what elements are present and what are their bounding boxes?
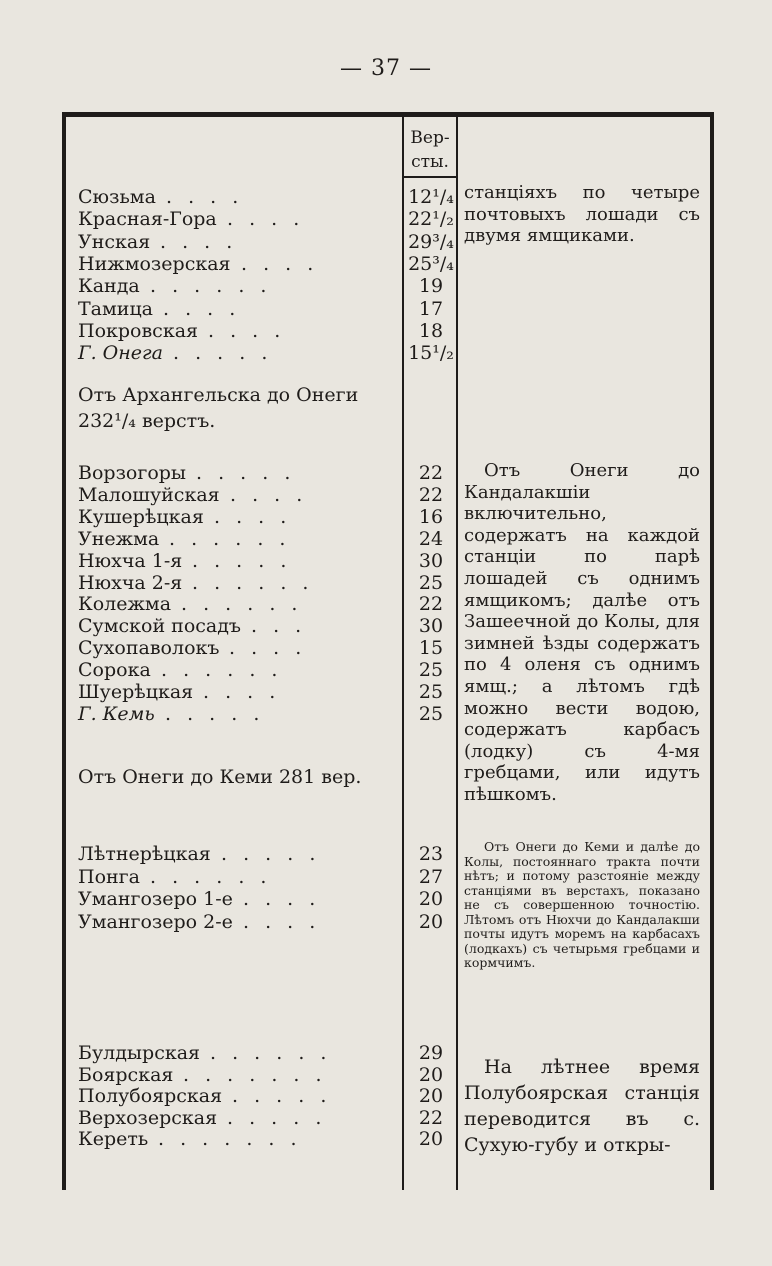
header-rule <box>404 176 458 178</box>
versts-value: 20 <box>418 1085 444 1108</box>
versts-header-line1: Вер- <box>410 128 450 148</box>
station-name: Умангозеро 1-е <box>78 888 233 911</box>
station-row <box>78 1064 458 1086</box>
station-name: Нюхча 1-я <box>78 549 183 572</box>
note-summer-station: На лѣтнее время Полубоярская станцiя переводится въ с. Сухую-губу и откры- <box>464 1056 700 1156</box>
versts-value: 20 <box>418 911 444 934</box>
station-row <box>78 911 458 933</box>
note-no-permanent-tract: Отъ Онеги до Кеми и далѣе до Колы, постояннаго тракта почти нѣтъ; и потому разстоянiе между станцiями въ верстахъ, показано не съ совершенною точностiю. Лѣтомъ отъ Нюхчи до Кандалакши почты идутъ моремъ на карбасахъ (лодкахъ) съ четырьмя гребцами и кормчимъ. <box>464 839 700 970</box>
versts-value: 22 <box>418 483 444 506</box>
versts-value: 24 <box>418 527 444 550</box>
station-name: Ворзогоры <box>78 462 187 484</box>
leader-dots: . . . . <box>203 681 281 703</box>
leader-dots: . . . . <box>230 483 308 506</box>
station-row <box>78 186 458 208</box>
station-name: Покровская <box>78 319 199 342</box>
summary-onega-kem: Отъ Онеги до Кеми 281 вер. <box>78 766 362 788</box>
versts-value: 30 <box>418 549 444 572</box>
versts-value: 15¹/₂ <box>408 342 454 365</box>
station-name: Сухопаволокъ <box>78 637 220 660</box>
summary-line: 232¹/₄ верстъ. <box>78 410 216 432</box>
station-name: Лѣтнерѣцкая <box>78 843 211 865</box>
station-name: Умангозеро 2-е <box>78 911 233 934</box>
leader-dots: . . . . . . <box>150 275 272 298</box>
station-row <box>78 231 458 253</box>
station-name: Г. Кемь <box>78 702 155 725</box>
leader-dots: . . . . <box>241 252 319 275</box>
leader-dots: . . . . . <box>227 1106 327 1129</box>
versts-value: 25 <box>418 702 444 725</box>
station-row <box>78 615 458 637</box>
leader-dots: . . . . . . <box>161 659 283 682</box>
station-row <box>78 320 458 342</box>
versts-value: 25 <box>418 571 444 594</box>
versts-value: 25 <box>418 681 444 703</box>
leader-dots: . . . . . <box>165 702 265 725</box>
note-four-horses: станцiяхъ по четыре почтовыхъ лошади съ двумя ямщиками. <box>464 182 700 247</box>
versts-value: 22 <box>418 462 444 484</box>
leader-dots: . . . . . . <box>210 1042 332 1064</box>
versts-value: 22 <box>418 593 444 616</box>
leader-dots: . . . . <box>243 911 321 934</box>
leader-dots: . . . . . . . <box>158 1128 302 1151</box>
station-name: Нижмозерская <box>78 252 231 275</box>
versts-value: 20 <box>418 888 444 911</box>
leader-dots: . . . . . <box>196 462 296 484</box>
leader-dots: . . . <box>251 615 307 638</box>
versts-value: 19 <box>418 275 444 298</box>
station-row <box>78 637 458 659</box>
note-onega-kandalaksha: Отъ Онеги до Кандалакшiи включительно, содержатъ на каждой станцiи по парѣ лошадей съ однимъ ямщикомъ; далѣе отъ Зашеечной до Колы, для зимней ѣзды содержатъ по 4 оленя съ однимъ ямщ.; а лѣтомъ гдѣ можно вести водою, содержатъ карбасъ (лодку) съ 4-мя гребцами, или идутъ пѣшкомъ. <box>464 460 700 805</box>
versts-value: 25 <box>418 659 444 682</box>
versts-value: 29 <box>418 1042 444 1064</box>
versts-value: 20 <box>418 1128 444 1151</box>
leader-dots: . . . . . <box>232 1085 332 1108</box>
station-name: Верхозерская <box>78 1106 218 1129</box>
leader-dots: . . . . . . <box>169 527 291 550</box>
leader-dots: . . . . <box>163 297 241 320</box>
station-name: Кереть <box>78 1128 149 1151</box>
station-name: Сюзьма <box>78 186 156 208</box>
station-row <box>78 572 458 594</box>
versts-value: 23 <box>418 843 444 865</box>
versts-column-header <box>404 126 456 174</box>
station-name: Булдырская <box>78 1042 201 1064</box>
leader-dots: . . . . <box>227 208 305 231</box>
station-name: Шуерѣцкая <box>78 681 194 703</box>
station-row <box>78 681 458 703</box>
leader-dots: . . . . . . <box>192 571 314 594</box>
versts-value: 20 <box>418 1063 444 1086</box>
leader-dots: . . . . <box>229 637 307 660</box>
station-name: Нюхча 2-я <box>78 571 183 594</box>
versts-value: 30 <box>418 615 444 638</box>
station-row <box>78 1042 458 1064</box>
station-row <box>78 659 458 681</box>
station-row <box>78 253 458 275</box>
station-name: Понга <box>78 865 140 888</box>
versts-value: 25³/₄ <box>408 252 454 275</box>
leader-dots: . . . . <box>160 230 238 253</box>
station-name: Канда <box>78 275 140 298</box>
station-row <box>78 506 458 528</box>
station-row <box>78 593 458 615</box>
station-name: Сорока <box>78 659 151 682</box>
station-row <box>78 462 458 484</box>
station-name: Унежма <box>78 527 160 550</box>
versts-value: 17 <box>418 297 444 320</box>
station-row <box>78 275 458 297</box>
leader-dots: . . . . . . . <box>183 1063 327 1086</box>
station-name: Сумской посадъ <box>78 615 242 638</box>
leader-dots: . . . . . <box>173 342 273 365</box>
station-row <box>78 342 458 364</box>
page-number: — 37 — <box>340 56 432 81</box>
leader-dots: . . . . <box>214 505 292 528</box>
station-row <box>78 1128 458 1150</box>
versts-value: 15 <box>418 637 444 660</box>
versts-value: 22¹/₂ <box>408 208 454 231</box>
station-row <box>78 1085 458 1107</box>
station-row <box>78 888 458 910</box>
station-row <box>78 703 458 725</box>
leader-dots: . . . . . <box>221 843 321 865</box>
leader-dots: . . . . <box>166 186 244 208</box>
leader-dots: . . . . . <box>192 549 292 572</box>
station-row <box>78 843 458 865</box>
station-name: Красная-Гора <box>78 208 217 231</box>
station-name: Кушерѣцкая <box>78 505 204 528</box>
station-name: Полубоярская <box>78 1085 223 1108</box>
station-row <box>78 208 458 230</box>
station-name: Боярская <box>78 1063 174 1086</box>
station-row <box>78 866 458 888</box>
station-name: Малошуйская <box>78 483 220 506</box>
versts-value: 27 <box>418 865 444 888</box>
station-row <box>78 1107 458 1129</box>
station-name: Г. Онега <box>78 342 163 365</box>
leader-dots: . . . . <box>208 319 286 342</box>
station-name: Колежма <box>78 593 172 616</box>
versts-value: 22 <box>418 1106 444 1129</box>
station-name: Унская <box>78 230 151 253</box>
versts-header-line2: сты. <box>411 152 449 172</box>
leader-dots: . . . . . . <box>181 593 303 616</box>
leader-dots: . . . . <box>243 888 321 911</box>
summary-line: Отъ Архангельска до Онеги <box>78 384 359 406</box>
station-row <box>78 484 458 506</box>
versts-value: 16 <box>418 505 444 528</box>
station-row <box>78 528 458 550</box>
versts-value: 18 <box>418 319 444 342</box>
station-name: Тамица <box>78 297 153 320</box>
leader-dots: . . . . . . <box>150 865 272 888</box>
versts-value: 12¹/₄ <box>408 186 454 208</box>
station-row <box>78 550 458 572</box>
station-row <box>78 298 458 320</box>
versts-value: 29³/₄ <box>408 230 454 253</box>
